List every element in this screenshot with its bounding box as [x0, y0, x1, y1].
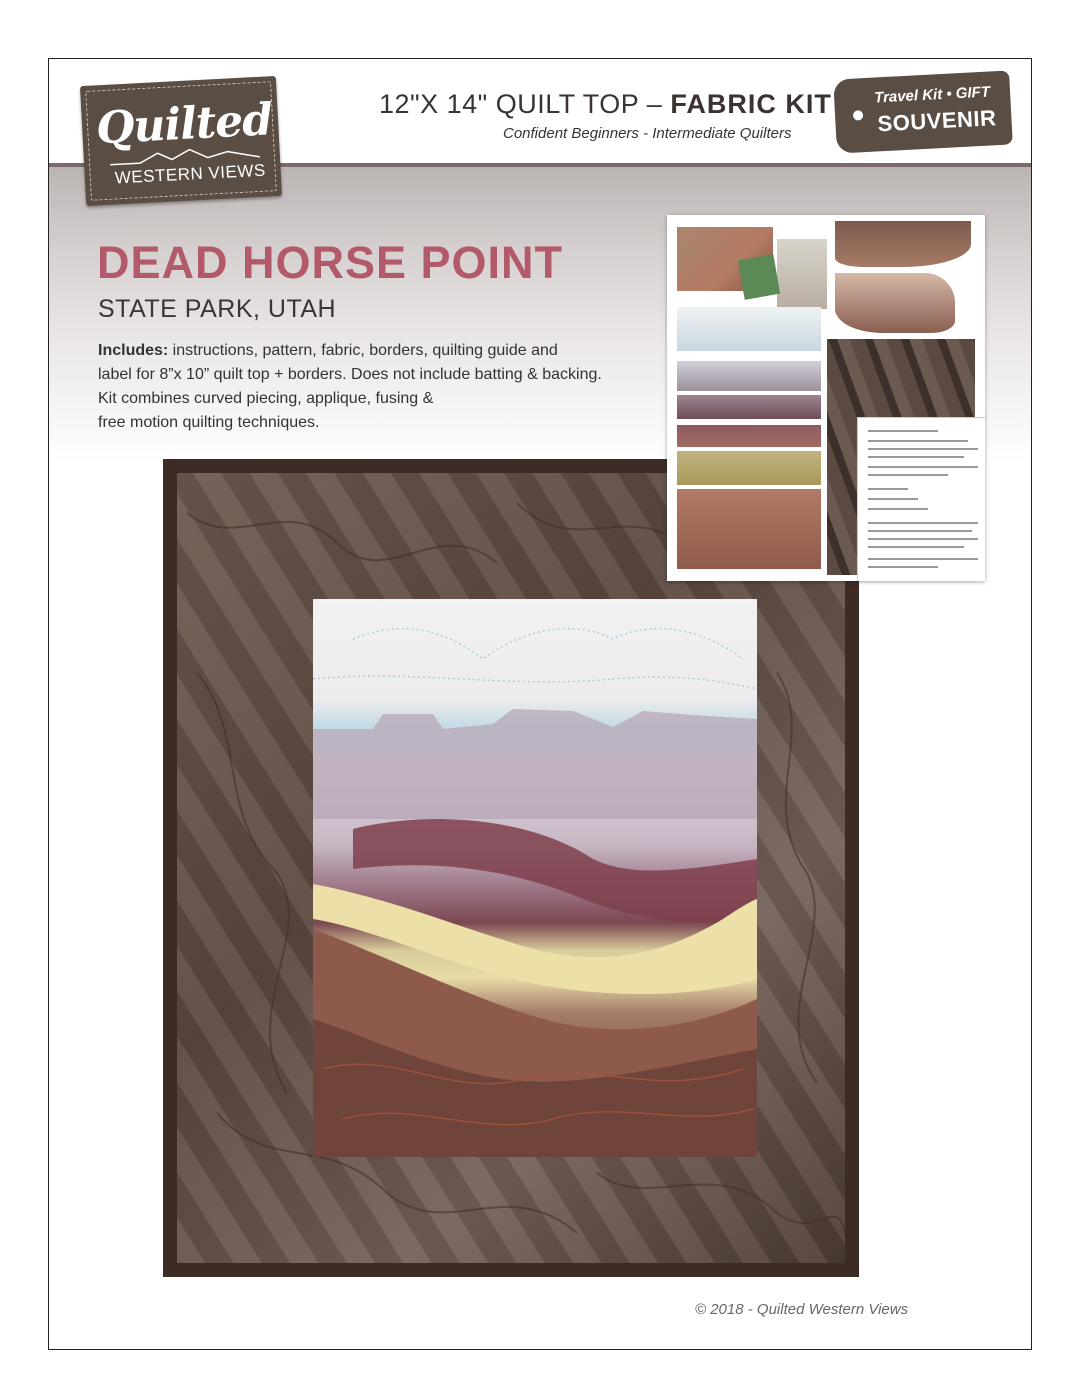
- tag-hole-icon: [853, 110, 864, 121]
- kit-title: 12"X 14" QUILT TOP – FABRIC KIT: [379, 89, 832, 119]
- kit-subtitle: Confident Beginners - Intermediate Quilters: [503, 125, 792, 142]
- quilt-center-panel: [313, 599, 757, 1157]
- page-frame: [48, 58, 1032, 1350]
- includes-label: Includes:: [98, 342, 169, 359]
- fabric-piece: [835, 221, 971, 267]
- fabric-strip: [677, 361, 821, 391]
- tag-line-2: SOUVENIR: [876, 105, 997, 137]
- fabric-strip: [677, 425, 821, 447]
- canyon-landscape-icon: [313, 599, 757, 1157]
- tag-line-1: Travel Kit • GIFT: [873, 83, 991, 107]
- fabric-strip: [677, 489, 821, 569]
- fabric-piece: [835, 273, 955, 333]
- kit-label-icon: [738, 254, 780, 300]
- fabric-strip-sky: [677, 307, 821, 351]
- brand-logo: [80, 76, 282, 206]
- logo-script: Quilted: [94, 94, 274, 155]
- instruction-sheet: [857, 417, 985, 581]
- fabric-strip: [677, 395, 821, 419]
- kit-description: [98, 339, 638, 435]
- fabric-piece: [777, 239, 827, 309]
- desc-line-1: Includes: instructions, pattern, fabric, borders, quilting guide and: [98, 342, 558, 359]
- copyright: © 2018 - Quilted Western Views: [695, 1301, 909, 1318]
- quilt-outer-border: [177, 473, 845, 1263]
- quilt-photo: [163, 459, 859, 1277]
- desc-line-3: Kit combines curved piecing, applique, fusing &: [98, 390, 434, 407]
- desc-line-4: free motion quilting techniques.: [98, 414, 320, 431]
- page-title: DEAD HORSE POINT: [97, 237, 564, 288]
- souvenir-tag: [833, 70, 1013, 153]
- logo-subtitle: WESTERN VIEWS: [114, 160, 267, 188]
- page-subtitle: STATE PARK, UTAH: [98, 295, 337, 323]
- desc-line-2: label for 8”x 10” quilt top + borders. Does not include batting & backing.: [98, 366, 602, 383]
- kit-contents-photo: [667, 215, 985, 581]
- fabric-strip-river: [677, 451, 821, 485]
